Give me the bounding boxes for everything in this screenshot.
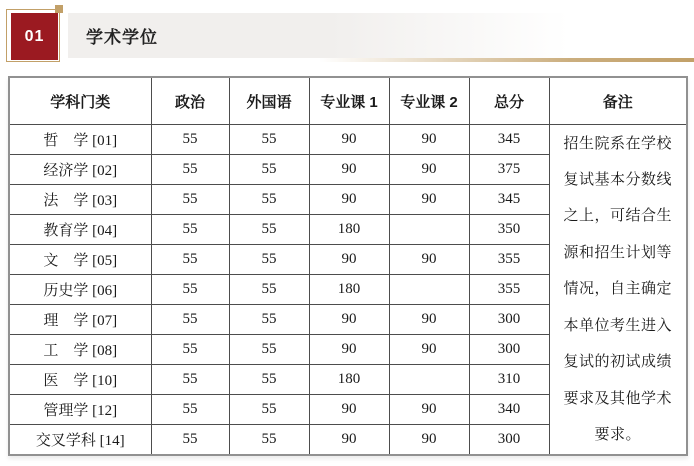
cell-course2: 90 xyxy=(389,305,469,335)
cell-course1: 90 xyxy=(309,395,389,425)
cell-total: 300 xyxy=(469,305,549,335)
cell-foreign: 55 xyxy=(229,185,309,215)
section-number: 01 xyxy=(11,13,58,60)
cell-total: 355 xyxy=(469,245,549,275)
cell-politics: 55 xyxy=(151,425,229,456)
cell-subject: 理 学 [07] xyxy=(9,305,151,335)
cell-politics: 55 xyxy=(151,185,229,215)
cell-course2: 90 xyxy=(389,245,469,275)
cell-politics: 55 xyxy=(151,245,229,275)
cell-course2 xyxy=(389,365,469,395)
cell-subject: 交叉学科 [14] xyxy=(9,425,151,456)
cell-total: 350 xyxy=(469,215,549,245)
column-header-0: 学科门类 xyxy=(9,77,151,125)
cell-politics: 55 xyxy=(151,125,229,155)
cell-course2: 90 xyxy=(389,425,469,456)
remark-line: 情况，自主确定 xyxy=(563,281,672,298)
remark-line: 要求及其他学术 xyxy=(563,390,672,407)
cell-course2: 90 xyxy=(389,155,469,185)
cell-course1: 90 xyxy=(309,305,389,335)
column-header-6: 备注 xyxy=(549,77,687,125)
cell-subject: 教育学 [04] xyxy=(9,215,151,245)
cell-course2 xyxy=(389,275,469,305)
cell-foreign: 55 xyxy=(229,155,309,185)
cell-course2: 90 xyxy=(389,335,469,365)
cell-foreign: 55 xyxy=(229,275,309,305)
cell-subject: 文 学 [05] xyxy=(9,245,151,275)
column-header-1: 政治 xyxy=(151,77,229,125)
remark-line: 招生院系在学校 xyxy=(563,135,672,152)
cell-course2 xyxy=(389,215,469,245)
remark-line: 复试的初试成绩 xyxy=(563,354,672,371)
table-header-row xyxy=(9,77,687,125)
cell-foreign: 55 xyxy=(229,215,309,245)
cell-course1: 90 xyxy=(309,155,389,185)
cell-foreign: 55 xyxy=(229,125,309,155)
cell-course1: 180 xyxy=(309,365,389,395)
cell-total: 355 xyxy=(469,275,549,305)
section-header xyxy=(0,0,694,66)
gold-divider xyxy=(0,58,694,62)
cell-politics: 55 xyxy=(151,365,229,395)
cell-course1: 90 xyxy=(309,335,389,365)
badge-corner-square xyxy=(55,5,63,13)
cell-course1: 90 xyxy=(309,125,389,155)
cell-subject: 经济学 [02] xyxy=(9,155,151,185)
cell-subject: 工 学 [08] xyxy=(9,335,151,365)
cell-total: 340 xyxy=(469,395,549,425)
cell-total: 310 xyxy=(469,365,549,395)
cell-subject: 历史学 [06] xyxy=(9,275,151,305)
column-header-3: 专业课 1 xyxy=(309,77,389,125)
cell-subject: 哲 学 [01] xyxy=(9,125,151,155)
section-number-badge xyxy=(5,4,69,66)
header-band xyxy=(68,13,694,58)
cell-politics: 55 xyxy=(151,305,229,335)
remark-line: 本单位考生进入 xyxy=(563,317,672,334)
cell-total: 375 xyxy=(469,155,549,185)
remark-line: 要求。 xyxy=(594,426,641,443)
cell-total: 300 xyxy=(469,335,549,365)
cell-foreign: 55 xyxy=(229,425,309,456)
remark-line: 源和招生计划等 xyxy=(563,244,672,261)
cell-politics: 55 xyxy=(151,335,229,365)
table-row xyxy=(9,125,687,155)
cell-course1: 90 xyxy=(309,185,389,215)
cell-total: 345 xyxy=(469,185,549,215)
cell-politics: 55 xyxy=(151,275,229,305)
remark-line: 之上，可结合生 xyxy=(563,208,672,225)
cell-subject: 医 学 [10] xyxy=(9,365,151,395)
cell-politics: 55 xyxy=(151,395,229,425)
cell-course1: 180 xyxy=(309,275,389,305)
cell-total: 300 xyxy=(469,425,549,456)
cell-foreign: 55 xyxy=(229,395,309,425)
cell-politics: 55 xyxy=(151,155,229,185)
cell-course1: 90 xyxy=(309,245,389,275)
cell-subject: 法 学 [03] xyxy=(9,185,151,215)
cell-politics: 55 xyxy=(151,215,229,245)
remark-line: 复试基本分数线 xyxy=(563,172,672,189)
column-header-5: 总分 xyxy=(469,77,549,125)
cell-foreign: 55 xyxy=(229,245,309,275)
section-title: 学术学位 xyxy=(86,28,158,47)
cell-total: 345 xyxy=(469,125,549,155)
cell-subject: 管理学 [12] xyxy=(9,395,151,425)
cell-course1: 90 xyxy=(309,425,389,456)
remark-cell xyxy=(549,125,687,456)
cell-course2: 90 xyxy=(389,125,469,155)
column-header-4: 专业课 2 xyxy=(389,77,469,125)
cell-course2: 90 xyxy=(389,395,469,425)
score-table xyxy=(8,76,688,456)
cell-foreign: 55 xyxy=(229,305,309,335)
cell-course2: 90 xyxy=(389,185,469,215)
cell-course1: 180 xyxy=(309,215,389,245)
cell-foreign: 55 xyxy=(229,365,309,395)
column-header-2: 外国语 xyxy=(229,77,309,125)
cell-foreign: 55 xyxy=(229,335,309,365)
